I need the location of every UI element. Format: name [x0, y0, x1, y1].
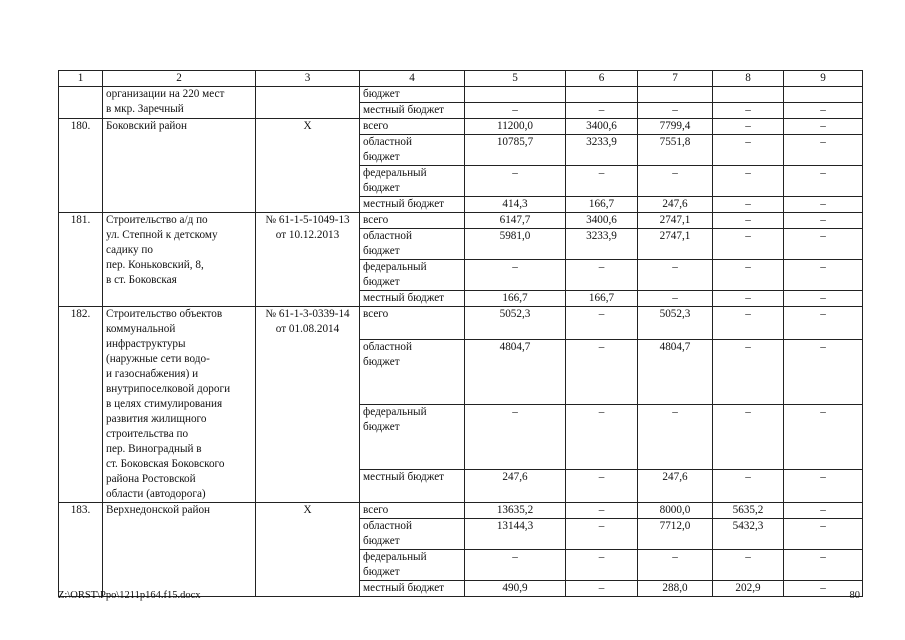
object-name-cell: Строительство а/д по ул. Степной к детскому садику по пер. Коньковский, 8, в ст. Боковская [103, 213, 256, 307]
value-cell: – [784, 260, 863, 291]
value-cell: – [566, 519, 638, 550]
value-cell: – [713, 166, 784, 197]
value-cell [638, 87, 713, 103]
budget-table [58, 70, 863, 597]
document-path: Z:\ORST\Ppo\1211p164.f15.docx [58, 590, 201, 601]
value-cell: 7799,4 [638, 119, 713, 135]
value-cell: 7551,8 [638, 135, 713, 166]
source-cell: местный бюджет [360, 469, 465, 502]
value-cell: – [713, 404, 784, 469]
object-name-cell: Верхнедонской район [103, 503, 256, 597]
value-cell: – [784, 103, 863, 119]
col-header: 1 [59, 71, 103, 87]
value-cell: – [566, 503, 638, 519]
value-cell: 6147,7 [465, 213, 566, 229]
value-cell [465, 87, 566, 103]
value-cell: 2747,1 [638, 229, 713, 260]
table-row [59, 503, 863, 519]
source-cell: местный бюджет [360, 581, 465, 597]
value-cell: 13144,3 [465, 519, 566, 550]
value-cell: – [566, 404, 638, 469]
value-cell: – [784, 166, 863, 197]
value-cell: – [713, 103, 784, 119]
col-header: 9 [784, 71, 863, 87]
value-cell: 2747,1 [638, 213, 713, 229]
value-cell: 10785,7 [465, 135, 566, 166]
value-cell: – [784, 519, 863, 550]
source-cell: областной бюджет [360, 135, 465, 166]
source-cell: местный бюджет [360, 103, 465, 119]
value-cell: – [784, 135, 863, 166]
value-cell: 7712,0 [638, 519, 713, 550]
value-cell: 166,7 [566, 197, 638, 213]
value-cell: – [784, 229, 863, 260]
value-cell: 247,6 [638, 197, 713, 213]
value-cell [713, 87, 784, 103]
value-cell: – [638, 103, 713, 119]
registration-cell: № 61-1-5-1049-13 от 10.12.2013 [256, 213, 360, 307]
value-cell: – [784, 404, 863, 469]
source-cell: всего [360, 307, 465, 340]
value-cell: – [566, 340, 638, 405]
value-cell: – [566, 103, 638, 119]
value-cell: – [638, 166, 713, 197]
registration-cell: Х [256, 503, 360, 597]
col-header: 5 [465, 71, 566, 87]
value-cell: – [465, 404, 566, 469]
value-cell: 3400,6 [566, 119, 638, 135]
row-number-cell: 180. [59, 119, 103, 213]
source-cell: областной бюджет [360, 229, 465, 260]
value-cell: – [784, 197, 863, 213]
source-cell: бюджет [360, 87, 465, 103]
source-cell: всего [360, 213, 465, 229]
registration-cell [256, 87, 360, 119]
table-row [59, 119, 863, 135]
value-cell: – [566, 550, 638, 581]
value-cell: – [784, 340, 863, 405]
value-cell: – [784, 469, 863, 502]
value-cell: 3233,9 [566, 135, 638, 166]
value-cell: – [713, 291, 784, 307]
source-cell: областной бюджет [360, 519, 465, 550]
value-cell: 247,6 [638, 469, 713, 502]
value-cell: 166,7 [465, 291, 566, 307]
row-number-cell: 182. [59, 307, 103, 503]
col-header: 6 [566, 71, 638, 87]
value-cell: 5981,0 [465, 229, 566, 260]
value-cell: – [465, 260, 566, 291]
registration-cell: Х [256, 119, 360, 213]
value-cell: – [713, 229, 784, 260]
value-cell: – [566, 307, 638, 340]
value-cell: 8000,0 [638, 503, 713, 519]
source-cell: всего [360, 119, 465, 135]
value-cell: – [784, 550, 863, 581]
object-name-cell: Строительство объектов коммунальной инфраструктуры (наружные сети водо- и газоснабжения) и внутрипоселковой дороги в целях стимулирования развития жилищного строительства по пер. Виноградный в ст. Боковская Боковского района Ростовской области (автодорога) [103, 307, 256, 503]
value-cell: – [465, 166, 566, 197]
value-cell: 5052,3 [638, 307, 713, 340]
value-cell: – [713, 119, 784, 135]
value-cell: – [465, 550, 566, 581]
value-cell: 202,9 [713, 581, 784, 597]
col-header: 4 [360, 71, 465, 87]
table-row [59, 307, 863, 340]
value-cell: – [713, 550, 784, 581]
value-cell: – [638, 291, 713, 307]
row-number-cell [59, 87, 103, 119]
value-cell: – [784, 581, 863, 597]
col-header: 3 [256, 71, 360, 87]
value-cell: – [713, 135, 784, 166]
col-header: 7 [638, 71, 713, 87]
source-cell: всего [360, 503, 465, 519]
row-number-cell: 181. [59, 213, 103, 307]
table-row [59, 87, 863, 103]
value-cell: 4804,7 [638, 340, 713, 405]
value-cell [566, 87, 638, 103]
source-cell: федеральный бюджет [360, 550, 465, 581]
object-name-cell: Боковский район [103, 119, 256, 213]
value-cell: 11200,0 [465, 119, 566, 135]
value-cell: – [784, 119, 863, 135]
value-cell: – [566, 260, 638, 291]
value-cell: 3233,9 [566, 229, 638, 260]
value-cell: 5635,2 [713, 503, 784, 519]
value-cell: – [713, 469, 784, 502]
value-cell: 490,9 [465, 581, 566, 597]
source-cell: местный бюджет [360, 197, 465, 213]
value-cell: 4804,7 [465, 340, 566, 405]
value-cell: – [566, 469, 638, 502]
value-cell: – [784, 291, 863, 307]
value-cell: 13635,2 [465, 503, 566, 519]
value-cell: – [566, 166, 638, 197]
value-cell: – [713, 213, 784, 229]
value-cell: 5432,3 [713, 519, 784, 550]
source-cell: федеральный бюджет [360, 166, 465, 197]
header-row [59, 71, 863, 87]
row-number-cell: 183. [59, 503, 103, 597]
source-cell: областной бюджет [360, 340, 465, 405]
page-number: 80 [849, 590, 860, 601]
value-cell: – [713, 307, 784, 340]
value-cell: – [465, 103, 566, 119]
value-cell: – [638, 550, 713, 581]
object-name-cell: организации на 220 мест в мкр. Заречный [103, 87, 256, 119]
value-cell: 5052,3 [465, 307, 566, 340]
value-cell: – [638, 404, 713, 469]
value-cell: – [713, 197, 784, 213]
value-cell: – [566, 581, 638, 597]
source-cell: федеральный бюджет [360, 404, 465, 469]
col-header: 2 [103, 71, 256, 87]
value-cell: 414,3 [465, 197, 566, 213]
value-cell [784, 87, 863, 103]
value-cell: 247,6 [465, 469, 566, 502]
value-cell: – [713, 260, 784, 291]
value-cell: – [784, 503, 863, 519]
source-cell: местный бюджет [360, 291, 465, 307]
source-cell: федеральный бюджет [360, 260, 465, 291]
value-cell: – [638, 260, 713, 291]
table-row [59, 213, 863, 229]
value-cell: – [784, 307, 863, 340]
value-cell: 3400,6 [566, 213, 638, 229]
col-header: 8 [713, 71, 784, 87]
value-cell: – [713, 340, 784, 405]
value-cell: – [784, 213, 863, 229]
registration-cell: № 61-1-3-0339-14 от 01.08.2014 [256, 307, 360, 503]
value-cell: 166,7 [566, 291, 638, 307]
value-cell: 288,0 [638, 581, 713, 597]
